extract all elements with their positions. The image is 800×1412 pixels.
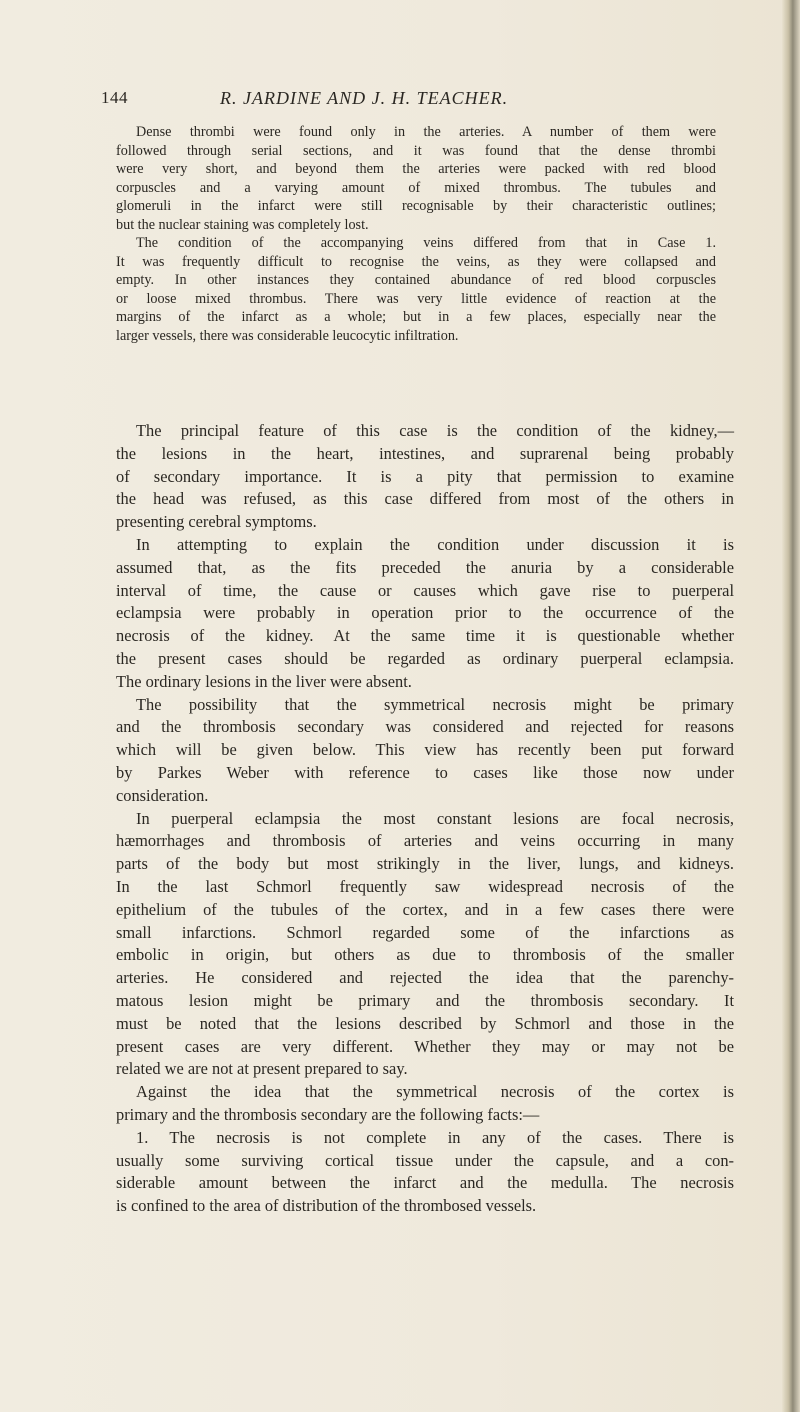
text-line: epithelium of the tubules of the cortex, and in a few cases there were — [116, 899, 734, 919]
text-line: and the thrombosis secondary was considered and rejected for reasons — [116, 717, 734, 737]
text-line: primary and the thrombosis secondary are the following facts:— — [116, 1104, 540, 1124]
text-line: small infarctions. Schmorl regarded some of the infarctions as — [116, 922, 734, 942]
text-line: by Parkes Weber with reference to cases like those now under — [116, 762, 734, 782]
text-line: arteries. He considered and rejected the idea that the parenchy- — [116, 968, 734, 988]
page-header — [0, 88, 800, 114]
text-line: parts of the body but most strikingly in the liver, lungs, and kidneys. — [116, 854, 734, 874]
text-line: present cases are very different. Whether they may or may not be — [116, 1036, 734, 1056]
text-line: margins of the infarct as a whole; but in a few places, especially near the — [116, 309, 716, 325]
text-line: glomeruli in the infarct were still recognisable by their characteristic outlines; — [116, 198, 716, 214]
page-number: 144 — [101, 88, 128, 107]
text-line: corpuscles and a varying amount of mixed thrombus. The tubules and — [116, 179, 716, 196]
text-line: but the nuclear staining was completely lost. — [116, 216, 369, 233]
text-line: siderable amount between the infarct and the medulla. The necrosis — [116, 1173, 734, 1193]
text-line: matous lesion might be primary and the thrombosis secondary. It — [116, 990, 734, 1010]
text-line: eclampsia were probably in operation prior to the occurrence of the — [116, 603, 734, 623]
text-line: followed through serial sections, and it was found that the dense thrombi — [116, 142, 716, 159]
text-line: consideration. — [116, 785, 209, 805]
case-notes-small-print — [116, 123, 716, 345]
text-line: the head was refused, as this case differed from most of the others in — [116, 489, 734, 509]
discussion-body-text — [116, 420, 734, 1218]
text-line: the lesions in the heart, intestines, and suprarenal being probably — [116, 443, 734, 463]
text-line: is confined to the area of distribution of the thrombosed vessels. — [116, 1196, 537, 1216]
text-line: assumed that, as the fits preceded the anuria by a considerable — [116, 557, 734, 577]
running-head: R. JARDINE AND J. H. TEACHER. — [220, 88, 509, 108]
text-line: In the last Schmorl frequently saw widespread necrosis of the — [116, 876, 734, 896]
text-line: The possibility that the symmetrical necrosis might be primary — [136, 694, 734, 714]
text-line: empty. In other instances they contained abundance of red blood corpuscles — [116, 272, 716, 288]
text-line: The condition of the accompanying veins differed from that in Case 1. — [136, 235, 716, 251]
text-line: 1. The necrosis is not complete in any of the cases. There is — [136, 1127, 734, 1147]
text-line: or loose mixed thrombus. There was very little evidence of reaction at the — [116, 290, 716, 307]
text-line: which will be given below. This view has recently been put forward — [116, 740, 734, 760]
text-line: In puerperal eclampsia the most constant lesions are focal necrosis, — [136, 808, 734, 828]
text-line: were very short, and beyond them the arteries were packed with red blood — [116, 161, 716, 177]
text-line: must be noted that the lesions described by Schmorl and those in the — [116, 1013, 734, 1033]
text-line: the present cases should be regarded as ordinary puerperal eclampsia. — [116, 648, 734, 668]
text-line: The ordinary lesions in the liver were absent. — [116, 671, 412, 691]
text-line: interval of time, the cause or causes which gave rise to puerperal — [116, 580, 734, 600]
text-line: hæmorrhages and thrombosis of arteries and veins occurring in many — [116, 831, 734, 851]
text-line: Dense thrombi were found only in the arteries. A number of them were — [136, 124, 716, 140]
text-line: of secondary importance. It is a pity that permission to examine — [116, 466, 734, 486]
text-line: In attempting to explain the condition under discussion it is — [136, 534, 734, 554]
text-line: related we are not at present prepared to say. — [116, 1059, 408, 1079]
text-line: Against the idea that the symmetrical necrosis of the cortex is — [136, 1082, 734, 1102]
text-line: larger vessels, there was considerable leucocytic infiltration. — [116, 327, 459, 344]
text-line: The principal feature of this case is the condition of the kidney,— — [136, 421, 734, 440]
text-line: usually some surviving cortical tissue under the capsule, and a con- — [116, 1150, 734, 1170]
page-edge-shadow — [782, 0, 800, 1412]
text-line: necrosis of the kidney. At the same time it is questionable whether — [116, 626, 734, 646]
text-line: presenting cerebral symptoms. — [116, 512, 317, 532]
text-line: embolic in origin, but others as due to thrombosis of the smaller — [116, 945, 734, 965]
text-line: It was frequently difficult to recognise the veins, as they were collapsed and — [116, 253, 716, 270]
